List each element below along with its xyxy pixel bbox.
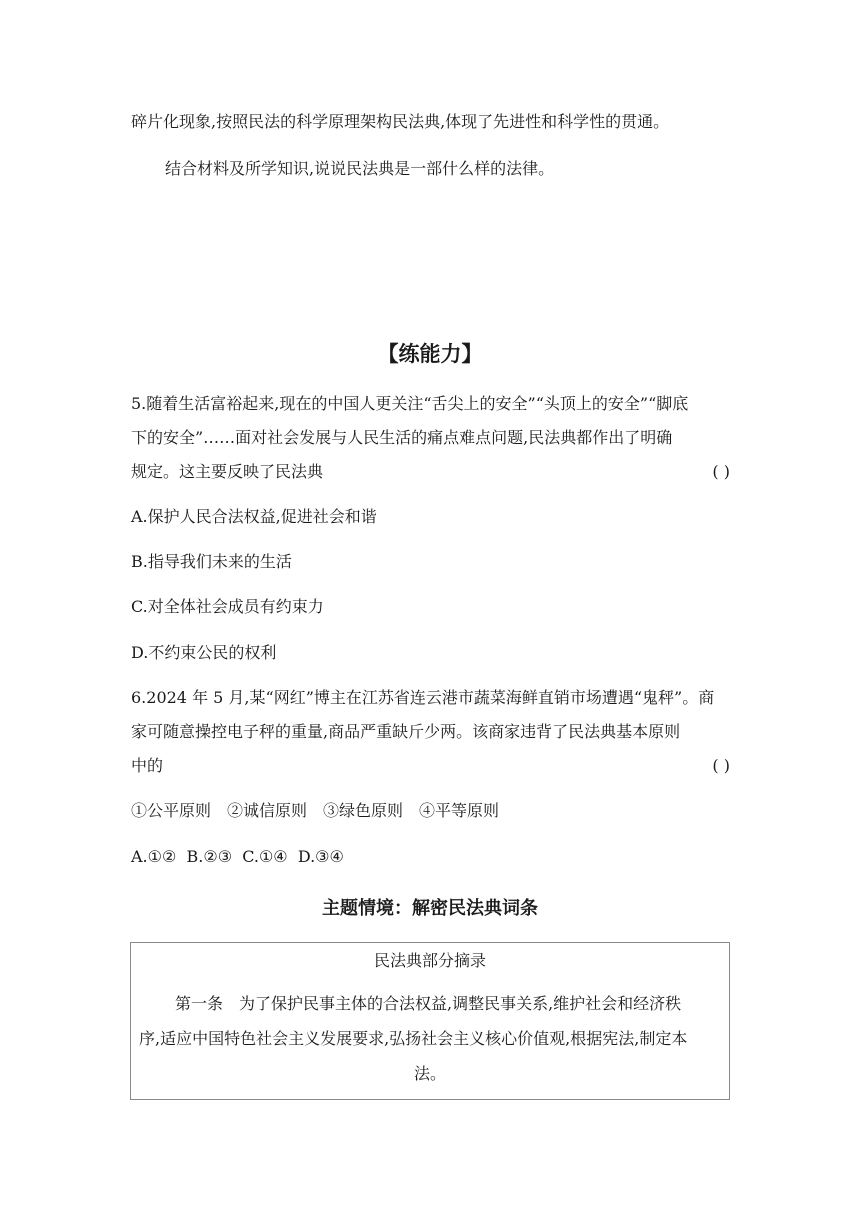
q6-stem-line1: 6.2024 年 5 月,某“网红”博主在江苏省连云港市蔬菜海鲜直销市场遭遇“鬼秤”。商 [131, 688, 715, 707]
excerpt-title: 民法典部分摘录 [373, 951, 486, 970]
excerpt-line2: 序,适应中国特色社会主义发展要求,弘扬社会主义核心价值观,根据宪法,制定本 [139, 1029, 688, 1048]
q5-answer-blank: ( ) [712, 462, 730, 481]
excerpt-line3: 法。 [413, 1064, 446, 1083]
q5-stem-line3: 规定。这主要反映了民法典 [131, 462, 324, 481]
intro-text-line: 碎片化现象,按照民法的科学原理架构民法典,体现了先进性和科学性的贯通。 [131, 112, 670, 131]
excerpt-box [130, 942, 730, 1100]
q5-option-b: B.指导我们未来的生活 [131, 552, 292, 571]
section-title: 【练能力】 [377, 342, 483, 366]
excerpt-line1: 第一条 为了保护民事主体的合法权益,调整民事关系,维护社会和经济秩 [175, 994, 682, 1013]
q6-answer-blank: ( ) [712, 756, 730, 775]
theme-title: 主题情境：解密民法典词条 [322, 898, 538, 919]
q5-option-c: C.对全体社会成员有约束力 [131, 597, 324, 616]
q5-option-d: D.不约束公民的权利 [131, 643, 277, 662]
q6-stem-line2: 家可随意操控电子秤的重量,商品严重缺斤少两。该商家违背了民法典基本原则 [131, 722, 681, 741]
q6-principles: ①公平原则 ②诚信原则 ③绿色原则 ④平等原则 [131, 801, 500, 820]
q5-stem-line2: 下的安全”……面对社会发展与人民生活的痛点难点问题,民法典都作出了明确 [131, 428, 673, 447]
q5-option-a: A.保护人民合法权益,促进社会和谐 [131, 507, 377, 526]
q6-answer-options: A.①② B.②③ C.①④ D.③④ [131, 847, 344, 866]
q6-stem-line3: 中的 [131, 756, 164, 775]
q5-stem-line1: 5.随着生活富裕起来,现在的中国人更关注“舌尖上的安全”“头顶上的安全”“脚底 [131, 394, 689, 413]
question-prompt: 结合材料及所学知识,说说民法典是一部什么样的法律。 [165, 159, 555, 178]
